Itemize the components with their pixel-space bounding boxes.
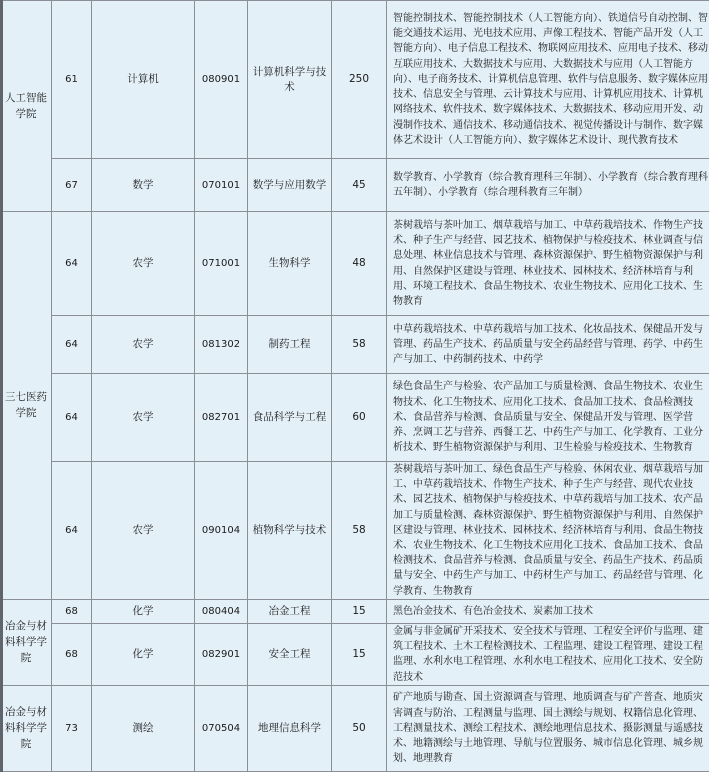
score-cell: 64 xyxy=(52,374,92,462)
major-cell: 计算机科学与技术 xyxy=(248,1,332,159)
score-cell: 68 xyxy=(52,599,92,623)
score-cell: 64 xyxy=(52,316,92,374)
code-cell: 082701 xyxy=(195,374,248,462)
quota-cell: 50 xyxy=(332,685,387,771)
quota-cell: 58 xyxy=(332,316,387,374)
major-cell: 食品科学与工程 xyxy=(248,374,332,462)
subject-cell: 农学 xyxy=(92,462,195,600)
code-cell: 080404 xyxy=(195,599,248,623)
related-majors-cell: 茶树栽培与茶叶加工、烟草栽培与加工、中草药栽培技术、作物生产技术、种子生产与经营、园艺技术、植物保护与检疫技术、林业调查与信息处理、林业信息技术与管理、森林资源保护、野生植物资源保护与利用、自然保护区建设与管理、林业技术、园林技术、经济林培育与利用、环境工程技术、食品生物技术、农业生物技术、应用化工技术、生物教育 xyxy=(387,212,709,316)
score-cell: 61 xyxy=(52,1,92,159)
subject-cell: 农学 xyxy=(92,212,195,316)
subject-cell: 数学 xyxy=(92,159,195,212)
major-cell: 冶金工程 xyxy=(248,599,332,623)
subject-cell: 计算机 xyxy=(92,1,195,159)
table-row xyxy=(1,1,709,159)
code-cell: 080901 xyxy=(195,1,248,159)
score-cell: 68 xyxy=(52,623,92,685)
subject-cell: 农学 xyxy=(92,374,195,462)
subject-cell: 测绘 xyxy=(92,685,195,771)
code-cell: 082901 xyxy=(195,623,248,685)
related-majors-cell: 矿产地质与勘查、国土资源调查与管理、地质调查与矿产普查、地质灾害调查与防治、工程测量与监理、国土测绘与规划、权籍信息化管理、工程测量技术、测绘工程技术、测绘地理信息技术、摄影测量与遥感技术、地籍测绘与土地管理、导航与位置服务、城市信息化管理、城乡规划、地理教育 xyxy=(387,685,709,771)
code-cell: 090104 xyxy=(195,462,248,600)
score-cell: 73 xyxy=(52,685,92,771)
code-cell: 081302 xyxy=(195,316,248,374)
table-row xyxy=(1,623,709,685)
quota-cell: 60 xyxy=(332,374,387,462)
quota-cell: 58 xyxy=(332,462,387,600)
college-cell: 冶金与材料科学学院 xyxy=(1,599,52,685)
college-cell: 三七医药学院 xyxy=(1,212,52,600)
college-cell: 人工智能学院 xyxy=(1,1,52,212)
related-majors-cell: 绿色食品生产与检验、农产品加工与质量检测、食品生物技术、农业生物技术、化工生物技术、应用化工技术、食品加工技术、食品检测技术、食品营养与检测、食品质量与安全、保健品开发与管理、医学营养、烹调工艺与营养、西餐工艺、中药生产与加工、化学教育、工业分析技术、野生植物资源保护与利用、卫生检验与检疫技术、生物教育 xyxy=(387,374,709,462)
subject-cell: 化学 xyxy=(92,599,195,623)
table-row xyxy=(1,374,709,462)
quota-cell: 250 xyxy=(332,1,387,159)
major-cell: 生物科学 xyxy=(248,212,332,316)
college-cell: 冶金与材料科学学院 xyxy=(1,685,52,771)
quota-cell: 45 xyxy=(332,159,387,212)
major-cell: 地理信息科学 xyxy=(248,685,332,771)
code-cell: 070101 xyxy=(195,159,248,212)
code-cell: 070504 xyxy=(195,685,248,771)
subject-cell: 农学 xyxy=(92,316,195,374)
quota-cell: 15 xyxy=(332,623,387,685)
score-cell: 64 xyxy=(52,462,92,600)
major-cell: 制药工程 xyxy=(248,316,332,374)
major-cell: 安全工程 xyxy=(248,623,332,685)
table-row xyxy=(1,599,709,623)
code-cell: 071001 xyxy=(195,212,248,316)
subject-cell: 化学 xyxy=(92,623,195,685)
score-cell: 64 xyxy=(52,212,92,316)
quota-cell: 15 xyxy=(332,599,387,623)
related-majors-cell: 数学教育、小学教育（综合教育理科三年制）、小学教育（综合教育理科五年制）、小学教育（综合理科教育三年制） xyxy=(387,159,709,212)
table-row xyxy=(1,159,709,212)
related-majors-cell: 金属与非金属矿开采技术、安全技术与管理、工程安全评价与监理、建筑工程技术、土木工程检测技术、工程监理、建设工程管理、建设工程监理、水利水电工程管理、水利水电工程技术、应用化工技术、安全防范技术 xyxy=(387,623,709,685)
score-cell: 67 xyxy=(52,159,92,212)
quota-cell: 48 xyxy=(332,212,387,316)
related-majors-cell: 茶树栽培与茶叶加工、绿色食品生产与检验、休闲农业、烟草栽培与加工、中草药栽培技术、作物生产技术、种子生产与经营、现代农业技术、园艺技术、植物保护与检疫技术、中草药栽培与加工技术、农产品加工与质量检测、森林资源保护、野生植物资源保护与利用、自然保护区建设与管理、林业技术、园林技术、经济林培育与利用、食品生物技术、农业生物技术、化工生物技术应用化工技术、食品加工技术、食品检测技术、食品营养与检测、食品质量与安全、药品生产技术、药品质量与安全、中药生产与加工、中药材生产与加工、药品经营与管理、化学教育、生物教育 xyxy=(387,462,709,600)
left-edge-divider xyxy=(0,0,3,772)
related-majors-cell: 智能控制技术、智能控制技术（人工智能方向）、铁道信号自动控制、智能交通技术运用、光电技术应用、声像工程技术、智能产品开发（人工智能方向）、电子信息工程技术、物联网应用技术、应用电子技术、移动互联应用技术、大数据技术与应用、大数据技术与应用（人工智能方向）、电子商务技术、计算机信息管理、软件与信息服务、数字媒体应用技术、信息安全与管理、云计算技术与应用、计算机应用技术、计算机网络技术、软件技术、数字媒体技术、大数据技术、移动应用开发、动漫制作技术、通信技术、移动通信技术、视觉传播设计与制作、数字媒体艺术设计（人工智能方向）、数字媒体艺术设计、现代教育技术 xyxy=(387,1,709,159)
table-row xyxy=(1,212,709,316)
major-cell: 数学与应用数学 xyxy=(248,159,332,212)
related-majors-cell: 中草药栽培技术、中草药栽培与加工技术、化妆品技术、保健品开发与管理、药品生产技术、药品质量与安全药品经营与管理、药学、中药生产与加工、中药制药技术、中药学 xyxy=(387,316,709,374)
table-row xyxy=(1,316,709,374)
table-row xyxy=(1,685,709,771)
table-row xyxy=(1,462,709,600)
related-majors-cell: 黑色冶金技术、有色冶金技术、炭素加工技术 xyxy=(387,599,709,623)
major-cell: 植物科学与技术 xyxy=(248,462,332,600)
